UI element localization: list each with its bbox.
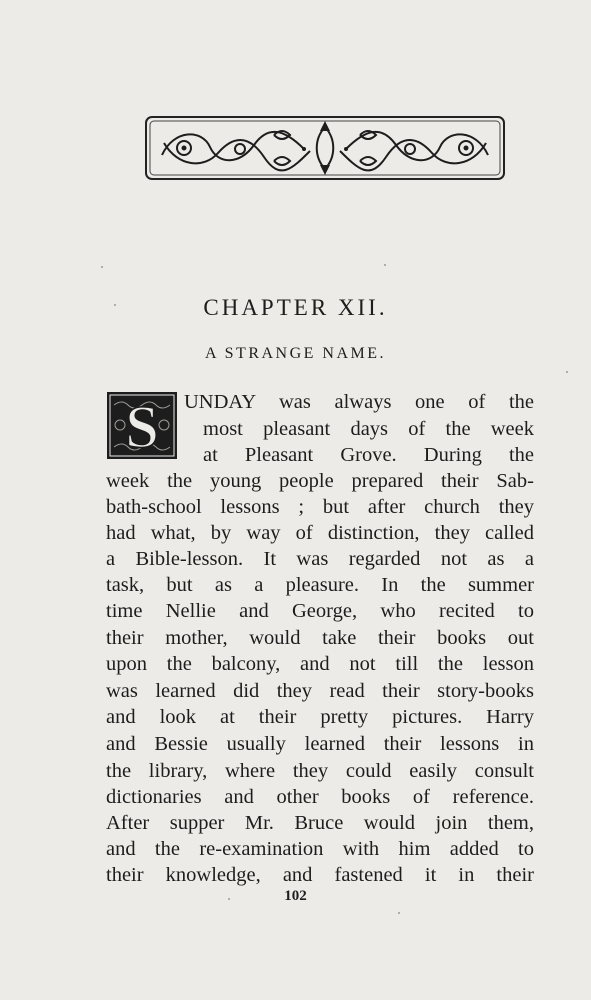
text-line-1: UNDAY was always one of the [184, 391, 534, 413]
chapter-subtitle: A STRANGE NAME. [204, 345, 387, 362]
paper-speck [114, 304, 116, 306]
paper-speck [566, 371, 568, 373]
text-line-16: dictionaries and other books of reference. [106, 786, 534, 808]
paper-speck [101, 266, 103, 268]
text-line-10: their mother, would take their books out [106, 627, 534, 649]
page-number: 102 [284, 888, 307, 904]
text-line-5: bath-school lessons ; but after church they [106, 496, 534, 518]
text-line-4: week the young people prepared their Sab- [106, 470, 534, 492]
paper-speck [398, 912, 400, 914]
chapter-title: CHAPTER XII. [203, 295, 388, 320]
drop-cap-letter: S [125, 394, 159, 460]
text-line-19: their knowledge, and fastened it in their [106, 864, 534, 886]
decorated-drop-cap [106, 391, 178, 460]
text-line-17: After supper Mr. Bruce would join them, [106, 812, 534, 834]
text-line-15: the library, where they could easily consult [106, 760, 534, 782]
text-line-2: most pleasant days of the week [203, 418, 534, 440]
text-line-18: and the re-examination with him added to [106, 838, 534, 860]
paper-speck [384, 264, 386, 266]
text-line-9: time Nellie and George, who recited to [106, 600, 534, 622]
text-line-3: at Pleasant Grove. During the [203, 444, 534, 466]
text-line-11: upon the balcony, and not till the lesson [106, 653, 534, 675]
paper-speck [228, 898, 230, 900]
text-line-8: task, but as a pleasure. In the summer [106, 574, 534, 596]
text-line-12: was learned did they read their story-books [106, 680, 534, 702]
text-line-7: a Bible-lesson. It was regarded not as a [106, 548, 534, 570]
text-line-14: and Bessie usually learned their lessons in [106, 733, 534, 755]
text-line-6: had what, by way of distinction, they called [106, 522, 534, 544]
floral-headpiece-ornament [144, 115, 506, 181]
text-line-13: and look at their pretty pictures. Harry [106, 706, 534, 728]
